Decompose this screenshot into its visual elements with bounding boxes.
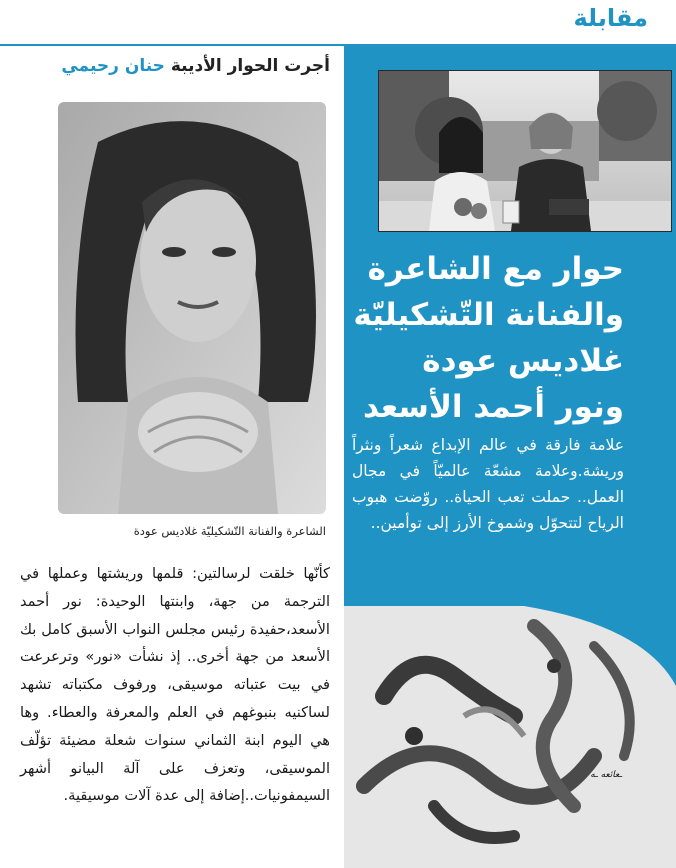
article-body: كأنّها خلقت لرسالتين: قلمها وريشتها وعملها في الترجمة من جهة، وابنتها الوحيدة: نور أحمد الأسعد،حفيدة رئيس مجلس النواب الأسبق كامل بك الأسعد من جهة أخرى.. إذ نشأت «نور» وترعرعت في بيت عتباته موسيقى، ورفوف مكتباته تشهد لساكنيه بنبوغهم في العلم والمعرفة والعطاء. وها هي اليوم ابنة الثماني سنوات شعلة مضيئة تؤلّف الموسيقى، وتعزف على آلة البيانو أشهر السيمفونيات..إضافة إلى عدة آلات موسيقية. (20, 565, 330, 805)
headline-line: غلاديس عودة (422, 343, 624, 379)
headline-line: والفنانة التّشكيليّة (353, 297, 624, 333)
portrait-photo (58, 102, 326, 514)
artwork-signature: ـعائعه ـه (590, 770, 622, 780)
interview-photo (378, 70, 672, 232)
portrait-caption: الشاعرة والفنانة التّشكيليّة غلاديس عودة (133, 524, 326, 538)
calligraphy-artwork (344, 606, 676, 868)
headline (352, 246, 624, 430)
intro-paragraph: علامة فارقة في عالم الإبداع شعراً ونثراً وريشة.وعلامة مشعّة عالميّاً في مجال العمل.. حملت تعب الحياة.. روّضت هبوب الرياح لتتحوّل وشموخ الأرز إلى توأمين.. (352, 436, 624, 532)
section-tab (336, 0, 676, 44)
byline-prefix: أجرت الحوار الأديبة (170, 56, 330, 76)
section-label: مقابلة (573, 4, 648, 32)
headline-line: حوار مع الشاعرة (367, 251, 624, 287)
byline (20, 56, 330, 76)
headline-line: ونور أحمد الأسعد (362, 389, 624, 425)
byline-author: حنان رحيمي (61, 56, 165, 76)
